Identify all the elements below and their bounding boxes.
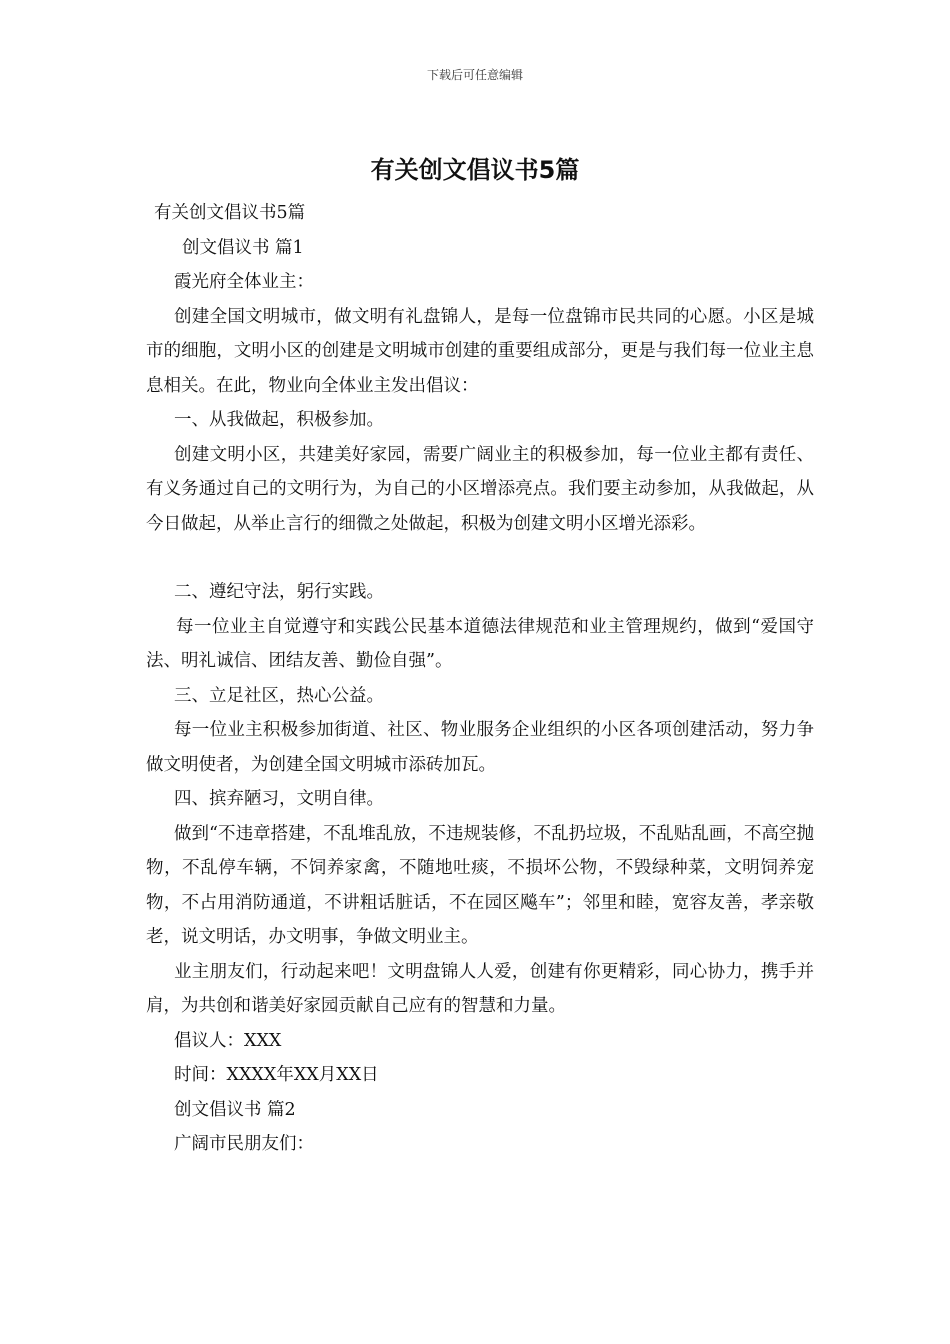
- paragraph: 每一位业主自觉遵守和实践公民基本道德法律规范和业主管理规约，做到“爱国守法、明礼诚信、团结友善、勤俭自强”。: [146, 616, 814, 671]
- paragraph: 创建全国文明城市，做文明有礼盘锦人，是每一位盘锦市民共同的心愿。小区是城市的细胞，文明小区的创建是文明城市创建的重要组成部分，更是与我们每一位业主息息相关。在此，物业向全体业主发出倡议：: [146, 306, 814, 396]
- paragraph: 做到“不违章搭建，不乱堆乱放，不违规装修，不乱扔垃圾，不乱贴乱画，不高空抛物，不乱停车辆，不饲养家禽，不随地吐痰，不损坏公物，不毁绿种菜，文明饲养宠物，不占用消防通道，不讲粗话脏话，不在园区飚车”；邻里和睦，宽容友善，孝亲敬老，说文明话，办文明事，争做文明业主。: [146, 823, 814, 947]
- header-note: 下载后可任意编辑: [426, 68, 523, 82]
- section-heading-2: 创文倡议书 篇2: [174, 1099, 296, 1120]
- doc-subtitle: 有关创文倡议书5篇: [154, 203, 306, 223]
- point-heading: 二、遵纪守法，躬行实践。: [174, 582, 384, 602]
- document-body: [146, 196, 814, 1162]
- blank-line: [146, 541, 814, 575]
- point-heading: 一、从我做起，积极参加。: [174, 410, 384, 430]
- salutation: 霞光府全体业主：: [174, 272, 314, 292]
- paragraph: 业主朋友们，行动起来吧！文明盘锦人人爱，创建有你更精彩，同心协力，携手并肩，为共创和谐美好家园贡献自己应有的智慧和力量。: [146, 961, 814, 1016]
- paragraph: 每一位业主积极参加街道、社区、物业服务企业组织的小区各项创建活动，努力争做文明使者，为创建全国文明城市添砖加瓦。: [146, 720, 814, 775]
- document-title: 有关创文倡议书5篇: [370, 156, 580, 184]
- date-line: 时间：XXXX年XX月XX日: [174, 1065, 379, 1085]
- paragraph: 创建文明小区，共建美好家园，需要广阔业主的积极参加，每一位业主都有责任、有义务通过自己的文明行为，为自己的小区增添亮点。我们要主动参加，从我做起，从今日做起，从举止言行的细微之处做起，积极为创建文明小区增光添彩。: [146, 444, 814, 534]
- point-heading: 四、摈弃陋习，文明自律。: [174, 789, 384, 809]
- salutation: 广阔市民朋友们：: [174, 1134, 314, 1154]
- point-heading: 三、立足社区，热心公益。: [174, 685, 384, 706]
- signatory: 倡议人：XXX: [174, 1030, 282, 1051]
- section-heading-1: 创文倡议书 篇1: [182, 237, 304, 258]
